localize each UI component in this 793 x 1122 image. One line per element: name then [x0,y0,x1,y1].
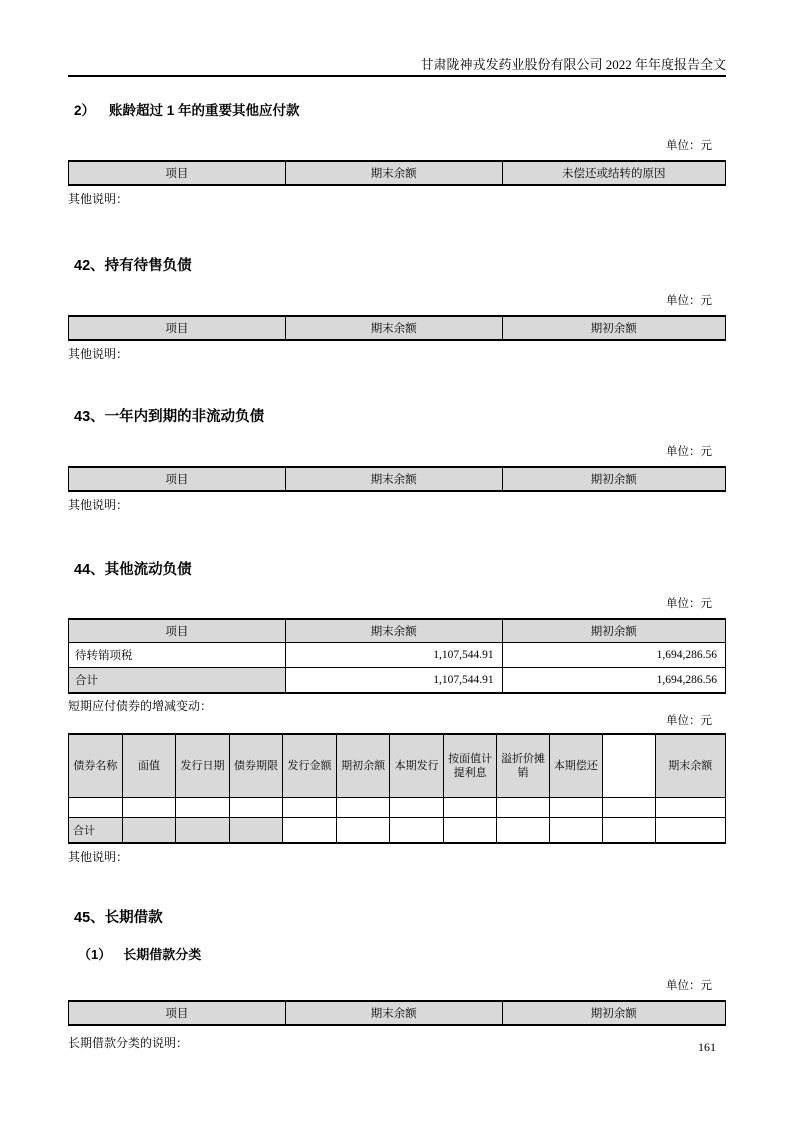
total-label: 合计 [69,818,123,844]
total-ending-value: 1,107,544.91 [285,668,502,694]
empty-cell [497,818,550,844]
heading-section-42: 42、持有待售负债 [74,258,192,274]
heading-section-44: 44、其他流动负债 [74,562,192,578]
unit-label: 单位：元 [666,140,712,152]
heading-longterm-loan-class [78,947,726,963]
short-term-bonds-table [68,733,726,844]
unit-label: 单位：元 [666,715,712,727]
row-item-label: 待转销项税 [69,643,286,668]
col-header-blank [603,734,656,798]
col-header-ending: 期末余额 [285,1001,502,1025]
empty-cell [390,798,444,818]
col-header-beginning: 期初余额 [502,619,725,643]
heading-section-45: 45、长期借款 [74,910,163,926]
subheading-number: （1） [78,947,112,962]
col-header-bond-name: 债券名称 [69,734,123,798]
table-header-row [69,619,726,643]
heading-section-43: 43、一年内到期的非流动负债 [74,409,265,425]
col-header-item: 项目 [69,316,286,340]
table-header-row [69,467,726,491]
noncurrent-liabilities-due-table [68,466,726,492]
document-title: 甘肃陇神戎发药业股份有限公司 2022 年年度报告全文 [420,57,726,72]
empty-cell [336,818,389,844]
bond-change-label: 短期应付债券的增减变动： [68,699,213,713]
col-header-ending-balance: 期末余额 [655,734,725,798]
empty-cell [229,798,282,818]
empty-cell [176,798,230,818]
table-row [69,643,726,668]
table-total-row [69,668,726,694]
col-header-reason: 未偿还或结转的原因 [502,161,725,185]
table-empty-row [69,798,726,818]
col-header-interest-accrued: 按面值计提利息 [444,734,497,798]
col-header-beginning-balance: 期初余额 [336,734,389,798]
empty-cell [549,798,602,818]
held-for-sale-liabilities-table [68,315,726,341]
subheading-text: 长期借款分类 [123,947,202,962]
col-header-issue-amount: 发行金额 [283,734,337,798]
empty-cell [283,798,337,818]
col-header-ending: 期末余额 [285,316,502,340]
empty-cell [122,818,175,844]
unit-label: 单位：元 [666,446,712,458]
col-header-premium-amortization: 溢折价摊销 [497,734,550,798]
col-header-beginning: 期初余额 [502,467,725,491]
total-label: 合计 [69,668,286,694]
col-header-ending: 期末余额 [285,161,502,185]
empty-cell [603,818,656,844]
empty-cell [122,798,175,818]
empty-cell [603,798,656,818]
col-header-bond-term: 债券期限 [229,734,282,798]
unit-label: 单位：元 [666,980,712,992]
other-note: 其他说明： [68,192,129,206]
longterm-loan-note: 长期借款分类的说明： [68,1036,189,1050]
col-header-beginning: 期初余额 [502,1001,725,1025]
table-header-row [69,316,726,340]
col-header-beginning: 期初余额 [502,316,725,340]
col-header-current-repayment: 本期偿还 [549,734,602,798]
col-header-face-value: 面值 [122,734,175,798]
col-header-ending: 期末余额 [285,619,502,643]
aging-payables-table [68,160,726,186]
long-term-loans-table [68,1000,726,1026]
empty-cell [444,798,497,818]
heading-text: 账龄超过 1 年的重要其他应付款 [109,103,300,118]
col-header-item: 项目 [69,1001,286,1025]
heading-number: 2） [74,103,96,118]
empty-cell [69,798,123,818]
page-number: 161 [698,1040,716,1054]
empty-cell [549,818,602,844]
row-ending-value: 1,107,544.91 [285,643,502,668]
total-beginning-value: 1,694,286.56 [502,668,725,694]
unit-label: 单位：元 [666,598,712,610]
unit-label: 单位：元 [666,295,712,307]
col-header-current-issue: 本期发行 [390,734,444,798]
col-header-item: 项目 [69,161,286,185]
heading-aging-payables [74,103,726,119]
running-header [68,0,726,77]
empty-cell [390,818,444,844]
empty-cell [655,818,725,844]
empty-cell [229,818,282,844]
other-note: 其他说明： [68,498,129,512]
page-content [68,103,726,1050]
empty-cell [283,818,337,844]
table-total-row [69,818,726,844]
empty-cell [444,818,497,844]
empty-cell [655,798,725,818]
row-beginning-value: 1,694,286.56 [502,643,725,668]
empty-cell [176,818,230,844]
other-note: 其他说明： [68,347,129,361]
table-header-row [69,734,726,798]
col-header-item: 项目 [69,467,286,491]
table-header-row [69,161,726,185]
other-current-liabilities-table [68,618,726,694]
col-header-ending: 期末余额 [285,467,502,491]
table-header-row [69,1001,726,1025]
col-header-item: 项目 [69,619,286,643]
empty-cell [336,798,389,818]
other-note: 其他说明： [68,850,129,864]
col-header-issue-date: 发行日期 [176,734,230,798]
empty-cell [497,798,550,818]
